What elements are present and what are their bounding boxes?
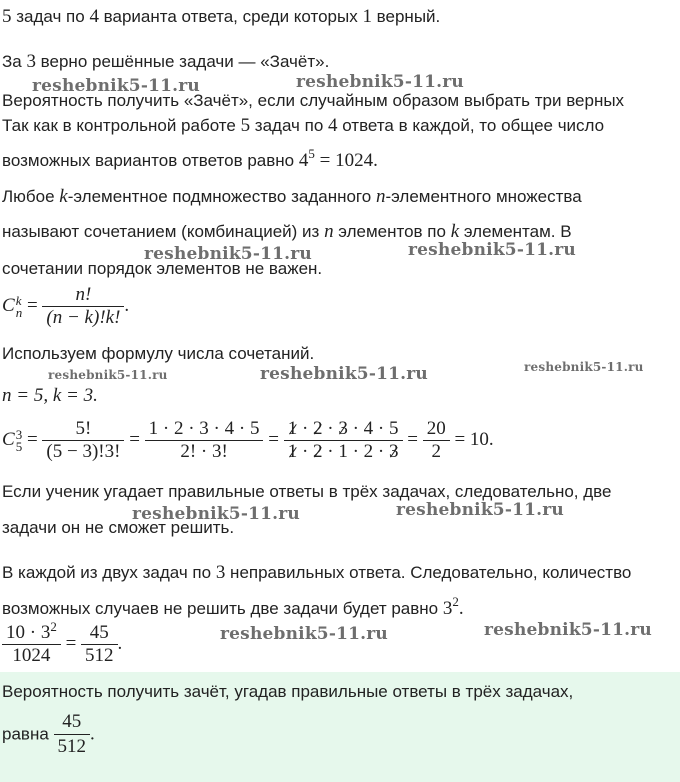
- denominator: [284, 440, 403, 463]
- dot: ·: [297, 418, 314, 439]
- fraction-4: [423, 418, 450, 463]
- text: ответа в каждой, то общее число: [337, 116, 605, 135]
- answer-box: [0, 672, 680, 782]
- math-3: 3: [26, 51, 36, 72]
- math-4: 4: [298, 150, 309, 171]
- math-3: 3: [215, 562, 226, 583]
- numerator: n!: [75, 284, 92, 305]
- sup-k: k: [15, 292, 22, 308]
- text: Так как в контрольной работе: [2, 116, 241, 135]
- text: -элементное подмножество заданного: [67, 187, 376, 206]
- cancelled-2: 2: [313, 441, 323, 462]
- equals: =: [124, 428, 145, 450]
- condition-line-3: Вероятность получить «Зачёт», если случайным образом выбрать три верных: [2, 91, 625, 110]
- text: задач по: [250, 116, 328, 135]
- reasoning-line-3: [2, 562, 631, 584]
- text: называют сочетанием (комбинацией) из: [2, 222, 325, 241]
- math-4: 4: [328, 115, 338, 136]
- use-formula-line: Используем формулу числа сочетаний.: [2, 344, 315, 363]
- math-1: 1: [362, 6, 372, 27]
- fraction-1: [2, 619, 61, 667]
- watermark: reshebnik5-11.ru: [220, 624, 388, 644]
- text: Любое: [2, 187, 60, 206]
- text: задач по: [11, 7, 90, 26]
- text: возможных вариантов ответов равно: [2, 151, 299, 170]
- period: .: [458, 598, 464, 619]
- symbol-c: C: [2, 428, 15, 450]
- solution-line-1: [2, 115, 604, 137]
- watermark: reshebnik5-11.ru: [144, 244, 312, 264]
- fraction-3-cancelled: [284, 418, 403, 463]
- text: За: [2, 52, 27, 71]
- equals: =: [60, 632, 82, 654]
- values: n = 5, k = 3.: [2, 385, 98, 406]
- dot: ·: [322, 418, 339, 439]
- fraction-1: [42, 418, 124, 463]
- text: элементов по: [333, 222, 451, 241]
- text: элементам. В: [459, 222, 572, 241]
- text: возможных случаев не решить две задачи будет равно: [2, 599, 443, 618]
- exponent: 2: [50, 619, 57, 634]
- denominator: 512: [54, 734, 91, 759]
- exponent: 2: [452, 594, 459, 609]
- denominator: 2: [423, 440, 450, 463]
- period: .: [90, 723, 95, 745]
- math-5: 5: [240, 115, 251, 136]
- c53-computation: [2, 418, 494, 463]
- watermark: reshebnik5-11.ru: [484, 620, 652, 640]
- math-k: k: [450, 221, 460, 242]
- text: верный.: [371, 7, 441, 26]
- text: верно решённые задачи — «Зачёт».: [35, 52, 330, 71]
- rest: · 1 · 2 ·: [322, 441, 389, 462]
- text: варианта ответа, среди которых: [98, 7, 363, 26]
- reasoning-line-1: Если ученик угадает правильные ответы в трёх задачах, следовательно, две: [2, 482, 612, 501]
- exponent: 5: [308, 146, 315, 161]
- denominator: (5 − 3)!3!: [42, 440, 124, 463]
- math-n: n: [375, 186, 386, 207]
- result: = 10.: [449, 428, 494, 450]
- condition-line-2: [2, 51, 329, 73]
- math-5: 5: [2, 6, 12, 27]
- denominator: 1024: [2, 644, 61, 667]
- fraction-2: [81, 622, 118, 667]
- answer-fraction: [54, 710, 91, 759]
- reasoning-line-4: [2, 594, 464, 621]
- math-3: 3: [442, 598, 453, 619]
- watermark: reshebnik5-11.ru: [32, 76, 200, 96]
- definition-line-1: [2, 186, 582, 208]
- equals: =: [402, 428, 423, 450]
- math-equals-1024: = 1024.: [314, 150, 378, 171]
- cancelled-2: 2: [313, 418, 323, 439]
- cancelled-3: 3: [389, 441, 399, 462]
- sub-5: 5: [15, 438, 23, 454]
- numerator: 20: [426, 418, 446, 439]
- numerator: 45: [62, 711, 82, 732]
- equals: =: [22, 428, 43, 450]
- answer-line-1: Вероятность получить зачёт, угадав правильные ответы в трёх задачах,: [2, 682, 574, 701]
- probability-formula: [2, 619, 123, 667]
- reasoning-line-2: задачи он не сможет решить.: [2, 518, 235, 537]
- numerator: 1 · 2 · 3 · 4 · 5: [148, 418, 260, 439]
- numerator: [2, 619, 61, 644]
- watermark: reshebnik5-11.ru: [296, 72, 464, 92]
- rest: · 4 · 5: [347, 418, 399, 439]
- numerator: [284, 418, 403, 440]
- solution-line-2: [2, 146, 378, 173]
- condition-line-1: [2, 6, 440, 28]
- values-line: [2, 385, 98, 407]
- watermark: reshebnik5-11.ru: [132, 504, 300, 524]
- cancelled-3: 3: [338, 418, 348, 439]
- symbol-c: C: [2, 294, 15, 316]
- sup-3: 3: [15, 426, 23, 442]
- text: В каждой из двух задач по: [2, 563, 216, 582]
- period: .: [117, 632, 123, 654]
- watermark: reshebnik5-11.ru: [408, 240, 576, 260]
- watermark: reshebnik5-11.ru: [260, 364, 428, 384]
- dot: ·: [297, 441, 314, 462]
- denominator: 512: [81, 644, 118, 667]
- math-n: n: [324, 221, 334, 242]
- answer-text: равна: [2, 724, 54, 744]
- equals: =: [22, 294, 43, 316]
- cancelled-1: 1: [287, 441, 298, 462]
- fraction-2: [145, 418, 264, 463]
- numerator: 45: [89, 622, 109, 643]
- sub-n: n: [15, 304, 23, 320]
- cancelled-1: 1: [287, 418, 298, 439]
- num-text: 10 · 3: [6, 622, 51, 643]
- fraction: [42, 284, 124, 329]
- watermark: reshebnik5-11.ru: [524, 360, 644, 374]
- denominator: 2! · 3!: [145, 440, 264, 463]
- numerator: 5!: [75, 418, 92, 439]
- math-4: 4: [89, 6, 99, 27]
- text: -элементного множества: [385, 187, 582, 206]
- text: неправильных ответа. Следовательно, количество: [225, 563, 632, 582]
- combination-formula: [2, 284, 129, 329]
- equals: =: [263, 428, 284, 450]
- watermark: reshebnik5-11.ru: [48, 368, 168, 382]
- period: .: [124, 294, 130, 316]
- answer-line-2: [2, 710, 95, 759]
- math-k: k: [59, 186, 68, 207]
- denominator: (n − k)!k!: [42, 306, 124, 329]
- definition-line-3: сочетании порядок элементов не важен.: [2, 259, 323, 278]
- watermark: reshebnik5-11.ru: [396, 500, 564, 520]
